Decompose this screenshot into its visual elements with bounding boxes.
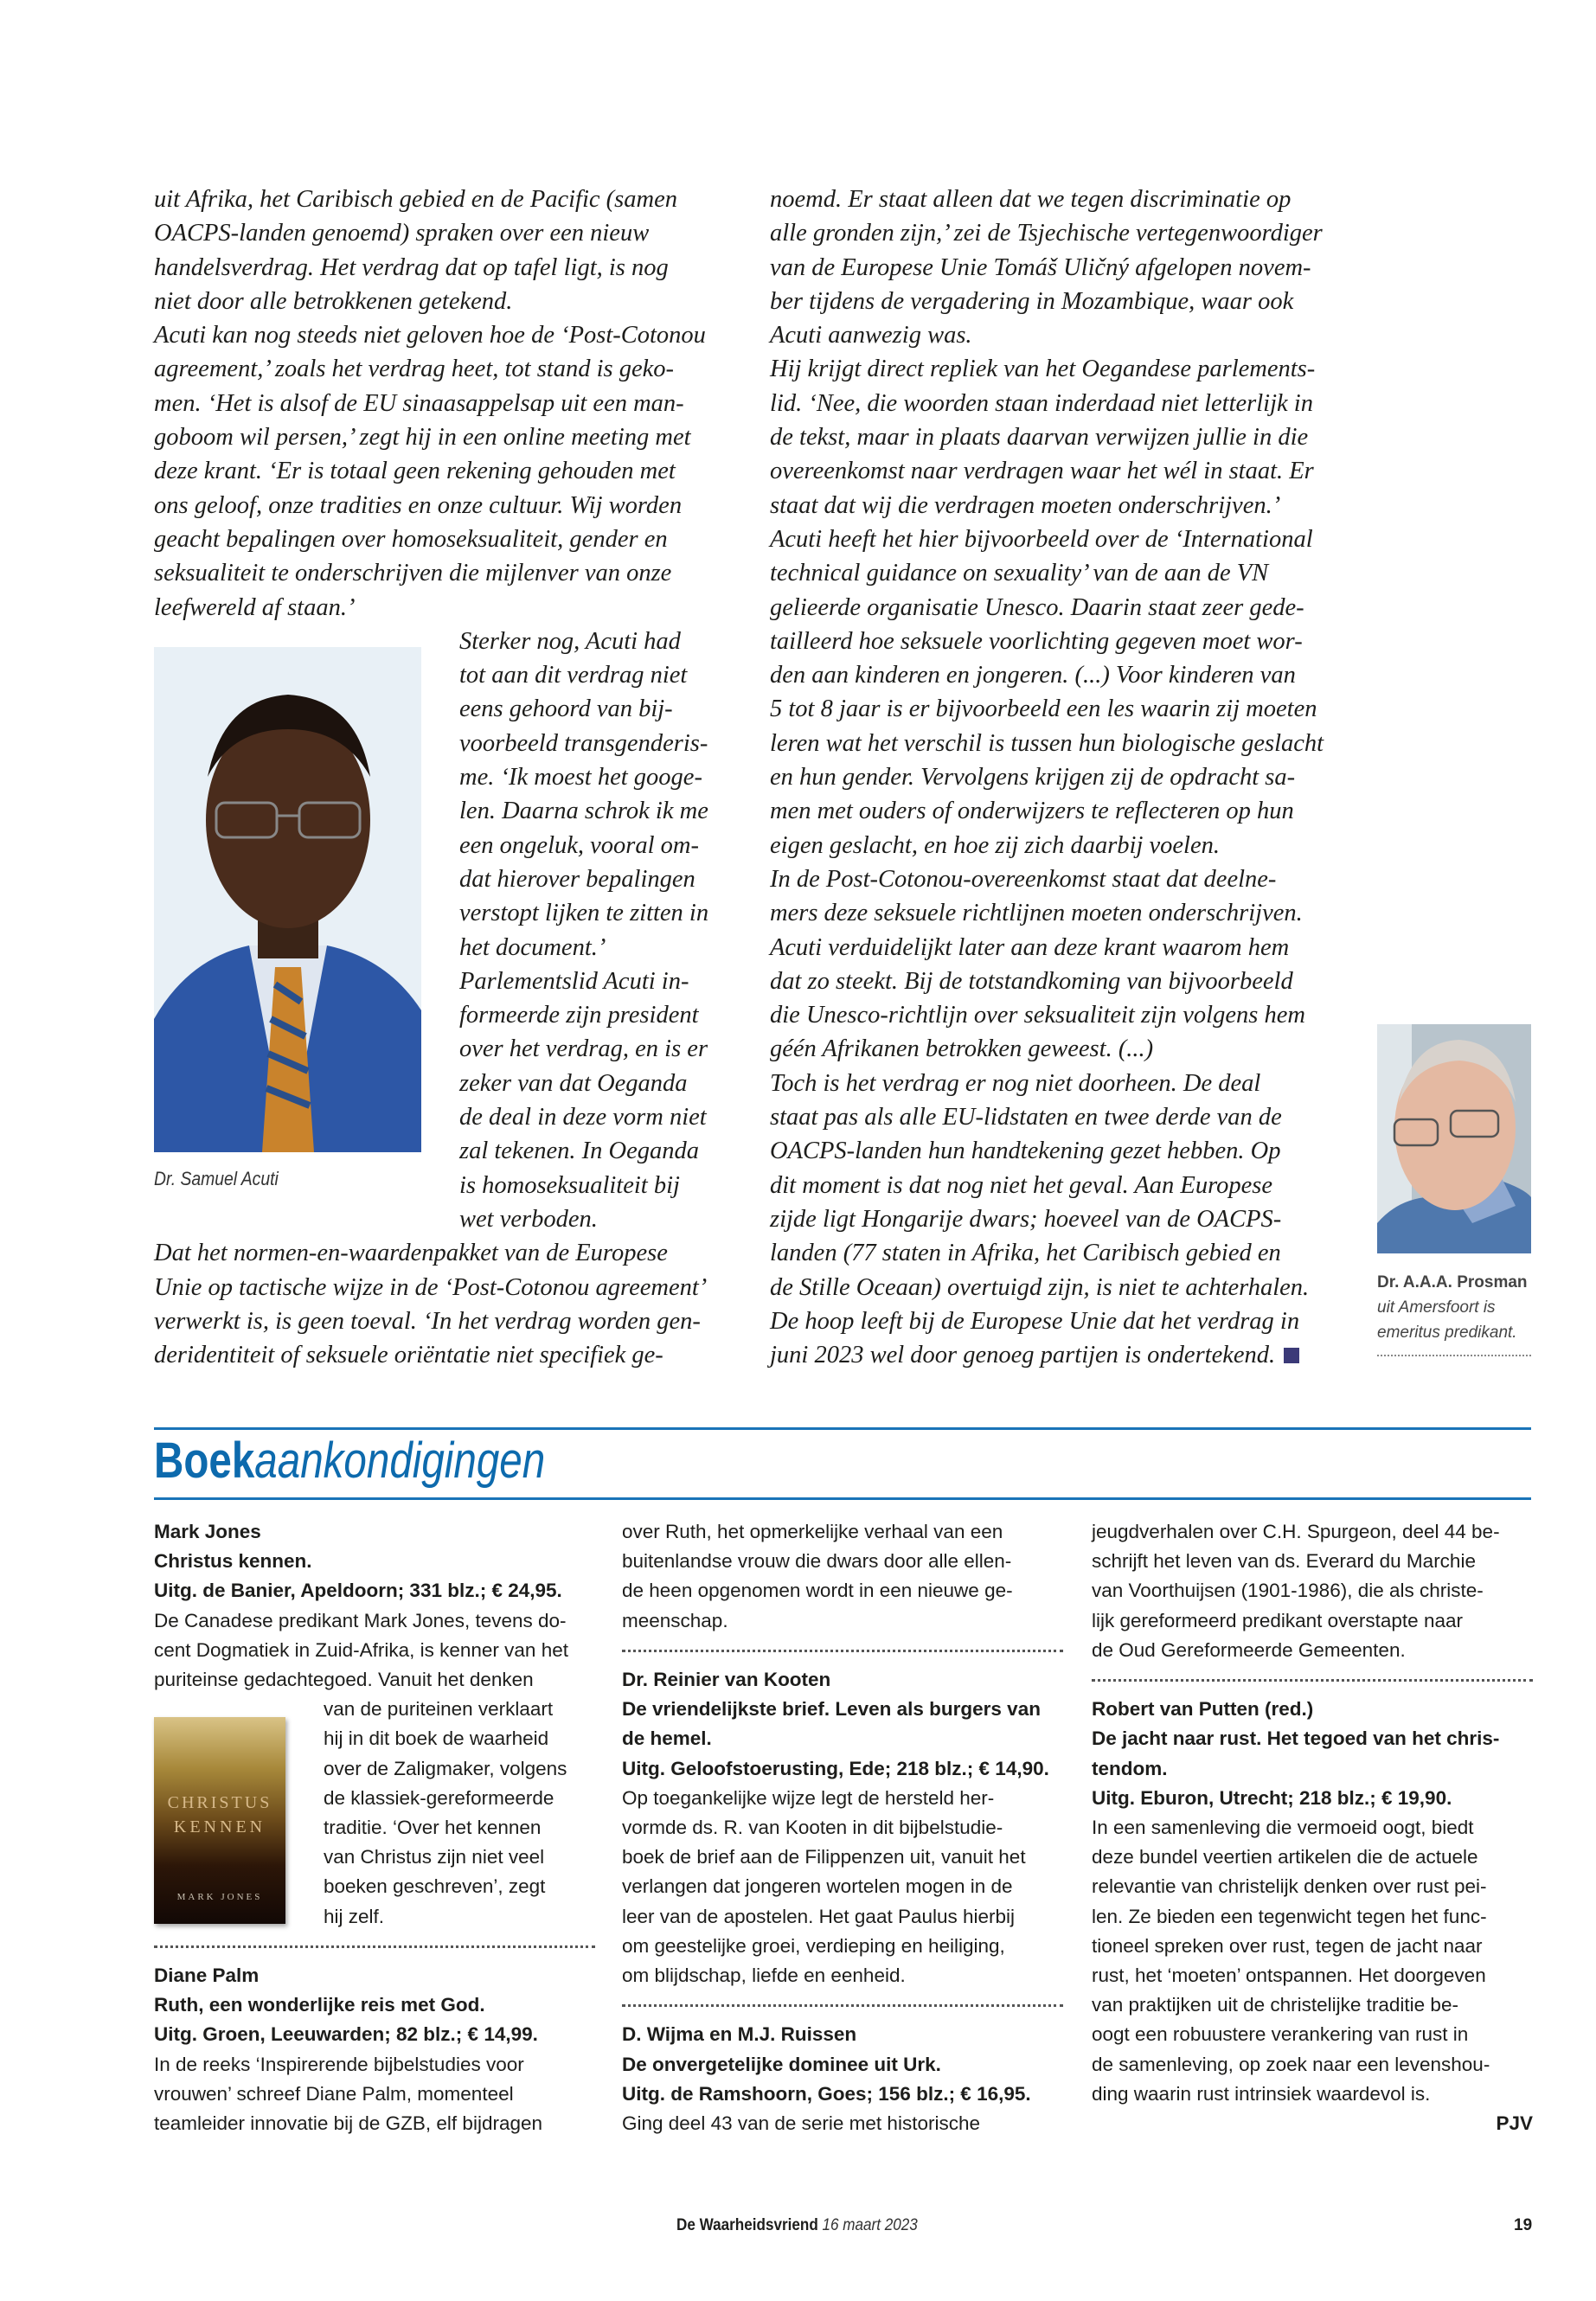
article-line-text: dat zo steekt. Bij de totstandkoming van bijvoorbeeld bbox=[770, 967, 1293, 995]
article-line bbox=[770, 727, 1341, 760]
article-line-text: dit moment is dat nog niet het geval. Aan Europese bbox=[770, 1171, 1272, 1199]
article-line-text: alle gronden zijn,’ zei de Tsjechische vertegenwoordiger bbox=[770, 220, 1323, 247]
book-text-line: over de Zaligmaker, volgens bbox=[324, 1757, 567, 1779]
article-line bbox=[770, 352, 1341, 386]
page-number: 19 bbox=[1514, 2216, 1533, 2234]
article-line bbox=[770, 760, 1341, 794]
article-line: tot aan dit verdrag niet bbox=[459, 662, 688, 689]
book-text-line: om geestelijke groei, verdieping en heiliging, bbox=[622, 1934, 1005, 1957]
article-line-text: ber tijdens de vergadering in Mozambique, waar ook bbox=[770, 287, 1294, 315]
article-line bbox=[770, 794, 1341, 828]
book-meta-line: Ruth, een wonderlijke reis met God. bbox=[154, 1994, 485, 2016]
article-line: voorbeeld transgenderis- bbox=[459, 729, 708, 757]
cover-title: KENNEN bbox=[173, 1817, 266, 1836]
book-text-line: teamleider innovatie bij de GZB, elf bijdragen bbox=[154, 2112, 543, 2135]
article-line: eens gehoord van bij- bbox=[459, 695, 673, 723]
end-of-article-mark bbox=[1284, 1348, 1299, 1363]
book-text-line: oogt een robuustere verankering van rust in bbox=[1092, 2023, 1469, 2046]
article-line bbox=[770, 965, 1341, 998]
article-line bbox=[770, 454, 1341, 488]
book-text-line: boeken geschreven’, zegt bbox=[324, 1875, 546, 1898]
book-text-line: de samenleving, op zoek naar een levenshou- bbox=[1092, 2053, 1490, 2075]
article-line bbox=[770, 625, 1341, 658]
article-line: ons geloof, onze tradities en onze cultuur. Wij worden bbox=[154, 491, 683, 519]
photo-caption-acuti: Dr. Samuel Acuti bbox=[154, 1168, 279, 1189]
book-text-line: tioneel spreken over rust, tegen de jacht naar bbox=[1092, 1934, 1483, 1957]
article-line: men. ‘Het is alsof de EU sinaasappelsap uit een man- bbox=[154, 389, 684, 417]
dotted-divider bbox=[622, 1636, 1063, 1665]
article-line-text: de Stille Oceaan) overtuigd zijn, is niet te achterhalen. bbox=[770, 1273, 1310, 1301]
prosman-name: Dr. A.A.A. Prosman bbox=[1377, 1273, 1528, 1292]
article-line: Sterker nog, Acuti had bbox=[459, 627, 681, 655]
article-line bbox=[770, 1338, 1341, 1372]
article-line: Parlementslid Acuti in- bbox=[459, 967, 689, 995]
article-line: len. Daarna schrok ik me bbox=[459, 798, 708, 825]
book-text-line: de Oud Gereformeerde Gemeenten. bbox=[1092, 1638, 1406, 1661]
book-text-line: hij in dit boek de waarheid bbox=[324, 1727, 549, 1750]
book-meta-line: Dr. Reinier van Kooten bbox=[622, 1669, 831, 1690]
book-text-line: van de puriteinen verklaart bbox=[324, 1698, 554, 1721]
article-line: is homoseksualiteit bij bbox=[459, 1171, 680, 1199]
heading-bold-part: Boek bbox=[154, 1433, 255, 1489]
article-line: deridentiteit of seksuele oriëntatie niet specifiek ge- bbox=[154, 1342, 663, 1369]
article-line bbox=[770, 522, 1341, 556]
book-text-line: de heen opgenomen wordt in een nieuwe ge- bbox=[622, 1580, 1013, 1602]
photo-caption-prosman bbox=[1377, 1270, 1528, 1345]
book-column bbox=[622, 1517, 1063, 2138]
acuti-photo bbox=[154, 647, 421, 1152]
article-line-text: technical guidance on sexuality’ van de aan de VN bbox=[770, 560, 1269, 587]
article-line-text: de tekst, maar in plaats daarvan verwijzen jullie in die bbox=[770, 424, 1309, 452]
book-meta-line: Uitg. Groen, Leeuwarden; 82 blz.; € 14,99. bbox=[154, 2023, 538, 2046]
book-text-line: cent Dogmatiek in Zuid-Afrika, is kenner van het bbox=[154, 1638, 568, 1661]
section-heading bbox=[154, 1432, 545, 1490]
book-text-line: De Canadese predikant Mark Jones, tevens do- bbox=[154, 1609, 567, 1631]
article-line bbox=[770, 420, 1341, 454]
book-text-line: van Voorthuijsen (1901-1986), die als christe- bbox=[1092, 1580, 1484, 1602]
article-line: goboom wil persen,’ zegt hij in een online meeting met bbox=[154, 424, 691, 452]
article-line-text: overeenkomst naar verdragen waar het wél in staat. Er bbox=[770, 458, 1314, 485]
article-line bbox=[770, 931, 1341, 965]
article-line-text: Acuti aanwezig was. bbox=[770, 322, 972, 349]
article-line: geacht bepalingen over homoseksualiteit, gender en bbox=[154, 525, 668, 553]
article-line: verstopt lijken te zitten in bbox=[459, 900, 709, 927]
article-line-text: van de Europese Unie Tomáš Uličný afgelopen novem- bbox=[770, 253, 1311, 281]
article-line bbox=[770, 896, 1341, 930]
book-meta-line: De vriendelijkste brief. Leven als burgers van bbox=[622, 1698, 1041, 1721]
article-line: seksualiteit te onderschrijven die mijlenver van onze bbox=[154, 560, 672, 587]
book-meta-line: Uitg. Eburon, Utrecht; 218 blz.; € 19,90. bbox=[1092, 1786, 1452, 1809]
book-meta-line: tendom. bbox=[1092, 1757, 1168, 1779]
reviewer-initials: PJV bbox=[1496, 2112, 1533, 2135]
article-line bbox=[770, 591, 1341, 625]
book-meta-line: Diane Palm bbox=[154, 1965, 260, 1987]
book-meta-line: de hemel. bbox=[622, 1727, 712, 1750]
article-line bbox=[770, 829, 1341, 862]
article-line-text: Hij krijgt direct repliek van het Oegandese parlements- bbox=[770, 356, 1316, 383]
article-line-text: noemd. Er staat alleen dat we tegen discriminatie op bbox=[770, 186, 1292, 213]
book-meta-line: De jacht naar rust. Het tegoed van het chris- bbox=[1092, 1727, 1500, 1750]
article-line: uit Afrika, het Caribisch gebied en de Pacific (samen bbox=[154, 186, 677, 213]
book-text-line: vrouwen’ schreef Diane Palm, momenteel bbox=[154, 2082, 514, 2105]
article-line-text: en hun gender. Vervolgens krijgen zij de opdracht sa- bbox=[770, 764, 1296, 792]
article-line bbox=[770, 1236, 1341, 1270]
article-line bbox=[770, 318, 1341, 352]
book-text-line: verlangen dat jongeren wortelen mogen in de bbox=[622, 1875, 1013, 1898]
book-text-line: vormde ds. R. van Kooten in dit bijbelstudie- bbox=[622, 1817, 1003, 1839]
article-line: leefwereld af staan.’ bbox=[154, 593, 356, 621]
article-line-text: lid. ‘Nee, die woorden staan inderdaad niet letterlijk in bbox=[770, 389, 1313, 417]
article-line-text: In de Post-Cotonou-overeenkomst staat dat deelne- bbox=[770, 865, 1277, 893]
section-rule-top bbox=[154, 1427, 1531, 1430]
section-rule-bottom bbox=[154, 1497, 1531, 1500]
book-meta-line: Uitg. de Ramshoorn, Goes; 156 blz.; € 16,95. bbox=[622, 2082, 1031, 2105]
article-line-text: die Unesco-richtlijn over seksualiteit zijn volgens hem bbox=[770, 1002, 1305, 1029]
article-right-column bbox=[770, 183, 1341, 1372]
book-meta-line: De onvergetelijke dominee uit Urk. bbox=[622, 2053, 941, 2075]
publication-date: 16 maart 2023 bbox=[822, 2216, 918, 2234]
heading-italic-part: aankondigingen bbox=[254, 1433, 546, 1489]
article-line: over het verdrag, en is er bbox=[459, 1035, 708, 1063]
publication-name: De Waarheidsvriend bbox=[676, 2216, 818, 2234]
article-line: Dat het normen-en-waardenpakket van de Europese bbox=[154, 1240, 668, 1267]
article-line-text: juni 2023 wel door genoeg partijen is ondertekend. bbox=[770, 1342, 1276, 1369]
article-line: wet verboden. bbox=[459, 1205, 598, 1233]
book-text-line: buitenlandse vrouw die dwars door alle ellen- bbox=[622, 1550, 1012, 1573]
article-line-text: 5 tot 8 jaar is er bijvoorbeeld een les waarin zij moeten bbox=[770, 695, 1317, 723]
article-line-text: Toch is het verdrag er nog niet doorheen. De deal bbox=[770, 1069, 1261, 1097]
article-line bbox=[770, 658, 1341, 692]
article-line: formeerde zijn president bbox=[459, 1002, 699, 1029]
article-line bbox=[770, 1134, 1341, 1168]
dotted-divider bbox=[622, 1990, 1063, 2020]
article-line-text: eigen geslacht, en hoe zij zich daarbij voelen. bbox=[770, 831, 1220, 859]
article-line-text: leren wat het verschil is tussen hun biologische geslacht bbox=[770, 729, 1324, 757]
book-text-line: boek de brief aan de Filippenzen uit, vanuit het bbox=[622, 1846, 1026, 1868]
book-meta-line: Mark Jones bbox=[154, 1521, 261, 1542]
book-text-line: deze bundel veertien artikelen die de actuele bbox=[1092, 1846, 1478, 1868]
article-line bbox=[770, 1067, 1341, 1100]
article-line: een ongeluk, vooral om- bbox=[459, 831, 699, 859]
article-line-text: staat pas als alle EU-lidstaten en twee derde van de bbox=[770, 1104, 1282, 1131]
article-line-text: zijde ligt Hongarije dwars; hoeveel van de OACPS- bbox=[770, 1205, 1282, 1233]
book-text-line: In een samenleving die vermoeid oogt, biedt bbox=[1092, 1817, 1474, 1839]
book-text-line: hij zelf. bbox=[324, 1905, 385, 1927]
prosman-photo bbox=[1377, 1024, 1531, 1253]
article-line bbox=[770, 183, 1341, 216]
article-line: Acuti kan nog steeds niet geloven hoe de ‘Post-Cotonou bbox=[154, 322, 706, 349]
article-line-text: Acuti verduidelijkt later aan deze krant waarom hem bbox=[770, 933, 1290, 961]
article-line: de deal in deze vorm niet bbox=[459, 1104, 707, 1131]
article-line-text: landen (77 staten in Afrika, het Caribisch gebied en bbox=[770, 1240, 1281, 1267]
book-meta-line: Robert van Putten (red.) bbox=[1092, 1698, 1314, 1721]
article-line: zal tekenen. In Oeganda bbox=[459, 1138, 699, 1165]
article-line: dat hierover bepalingen bbox=[459, 865, 695, 893]
article-line-text: staat dat wij die verdragen moeten onderschrijven.’ bbox=[770, 491, 1281, 519]
book-text-line: relevantie van christelijk denken over rust pei- bbox=[1092, 1875, 1487, 1898]
article-line: niet door alle betrokkenen getekend. bbox=[154, 287, 513, 315]
article-line: verwerkt is, is geen toeval. ‘In het verdrag worden gen- bbox=[154, 1307, 701, 1335]
book-text-line: schrijft het leven van ds. Everard du Marchie bbox=[1092, 1550, 1476, 1573]
article-line: zeker van dat Oeganda bbox=[459, 1069, 688, 1097]
book-text-line: Ging deel 43 van de serie met historische bbox=[622, 2112, 980, 2135]
article-line: handelsverdrag. Het verdrag dat op tafel ligt, is nog bbox=[154, 253, 669, 281]
article-line: agreement,’ zoals het verdrag heet, tot stand is geko- bbox=[154, 356, 675, 383]
book-text-line: jeugdverhalen over C.H. Spurgeon, deel 44 be- bbox=[1092, 1521, 1500, 1542]
footer-publication bbox=[676, 2216, 918, 2235]
prosman-description-line: emeritus predikant. bbox=[1377, 1324, 1517, 1342]
article-line bbox=[770, 489, 1341, 522]
article-line-text: géén Afrikanen betrokken geweest. (...) bbox=[770, 1035, 1154, 1063]
article-line bbox=[770, 862, 1341, 896]
book-text-line: van praktijken uit de christelijke traditie be- bbox=[1092, 1994, 1458, 2016]
book-meta-line: Christus kennen. bbox=[154, 1550, 312, 1573]
article-line bbox=[770, 556, 1341, 590]
article-line: me. ‘Ik moest het googe- bbox=[459, 764, 702, 792]
article-line bbox=[770, 1304, 1341, 1338]
book-text-line: rust, het ‘moeten’ ontspannen. Het doorgeven bbox=[1092, 1965, 1486, 1987]
caption-divider bbox=[1377, 1355, 1531, 1356]
article-line bbox=[770, 1202, 1341, 1236]
book-meta-line: D. Wijma en M.J. Ruissen bbox=[622, 2023, 857, 2046]
article-line bbox=[770, 251, 1341, 285]
book-cover-christus-kennen bbox=[154, 1717, 285, 1924]
article-line-text: Acuti heeft het hier bijvoorbeeld over de ‘International bbox=[770, 525, 1313, 553]
article-line bbox=[770, 387, 1341, 420]
book-text-line: meenschap. bbox=[622, 1609, 728, 1631]
book-text-line: len. Ze bieden een tegenwicht tegen het func- bbox=[1092, 1905, 1487, 1927]
article-line bbox=[770, 285, 1341, 318]
cover-title: CHRISTUS bbox=[167, 1793, 272, 1812]
article-line bbox=[770, 1032, 1341, 1066]
book-text-line: traditie. ‘Over het kennen bbox=[324, 1817, 542, 1839]
book-text-line: lijk gereformeerd predikant overstapte naar bbox=[1092, 1609, 1463, 1631]
book-text-line: over Ruth, het opmerkelijke verhaal van een bbox=[622, 1521, 1003, 1542]
article-line: OACPS-landen genoemd) spraken over een nieuw bbox=[154, 220, 650, 247]
book-text-line: leer van de apostelen. Het gaat Paulus hierbij bbox=[622, 1905, 1016, 1927]
book-text-line: om blijdschap, liefde en eenheid. bbox=[622, 1965, 906, 1987]
dotted-divider bbox=[1092, 1665, 1533, 1695]
cover-author: MARK JONES bbox=[176, 1892, 263, 1902]
book-text-line: In de reeks ‘Inspirerende bijbelstudies voor bbox=[154, 2053, 524, 2075]
book-text-line: de klassiek-gereformeerde bbox=[324, 1786, 554, 1809]
book-text-line: puriteinse gedachtegoed. Vanuit het denken bbox=[154, 1669, 534, 1691]
book-column bbox=[1092, 1517, 1533, 2138]
article-line bbox=[770, 1100, 1341, 1134]
prosman-description-line: uit Amersfoort is bbox=[1377, 1298, 1496, 1317]
book-text-line: Op toegankelijke wijze legt de hersteld her- bbox=[622, 1786, 995, 1809]
article-line-text: men met ouders of onderwijzers te reflecteren op hun bbox=[770, 798, 1294, 825]
book-text-line: ding waarin rust intrinsiek waardevol is. bbox=[1092, 2082, 1431, 2105]
book-text-line: van Christus zijn niet veel bbox=[324, 1846, 545, 1868]
dotted-divider bbox=[154, 1932, 595, 1961]
article-line bbox=[770, 692, 1341, 726]
article-line bbox=[770, 1271, 1341, 1304]
article-line-text: mers deze seksuele richtlijnen moeten onderschrijven. bbox=[770, 900, 1303, 927]
article-line: Unie op tactische wijze in de ‘Post-Cotonou agreement’ bbox=[154, 1273, 708, 1301]
article-line-text: den aan kinderen en jongeren. (...) Voor kinderen van bbox=[770, 662, 1296, 689]
book-meta-line: Uitg. de Banier, Apeldoorn; 331 blz.; € 24,95. bbox=[154, 1580, 562, 1602]
article-line bbox=[770, 216, 1341, 250]
article-line bbox=[770, 998, 1341, 1032]
book-meta-line: Uitg. Geloofstoerusting, Ede; 218 blz.; € 14,90. bbox=[622, 1757, 1049, 1779]
article-line-text: OACPS-landen hun handtekening gezet hebben. Op bbox=[770, 1138, 1281, 1165]
article-line bbox=[770, 1169, 1341, 1202]
article-line: het document.’ bbox=[459, 933, 606, 961]
article-line-text: De hoop leeft bij de Europese Unie dat het verdrag in bbox=[770, 1307, 1300, 1335]
article-line: deze krant. ‘Er is totaal geen rekening gehouden met bbox=[154, 458, 676, 485]
article-line-text: tailleerd hoe seksuele voorlichting gegeven moet wor- bbox=[770, 627, 1303, 655]
article-line-text: gelieerde organisatie Unesco. Daarin staat zeer gede- bbox=[770, 593, 1304, 621]
